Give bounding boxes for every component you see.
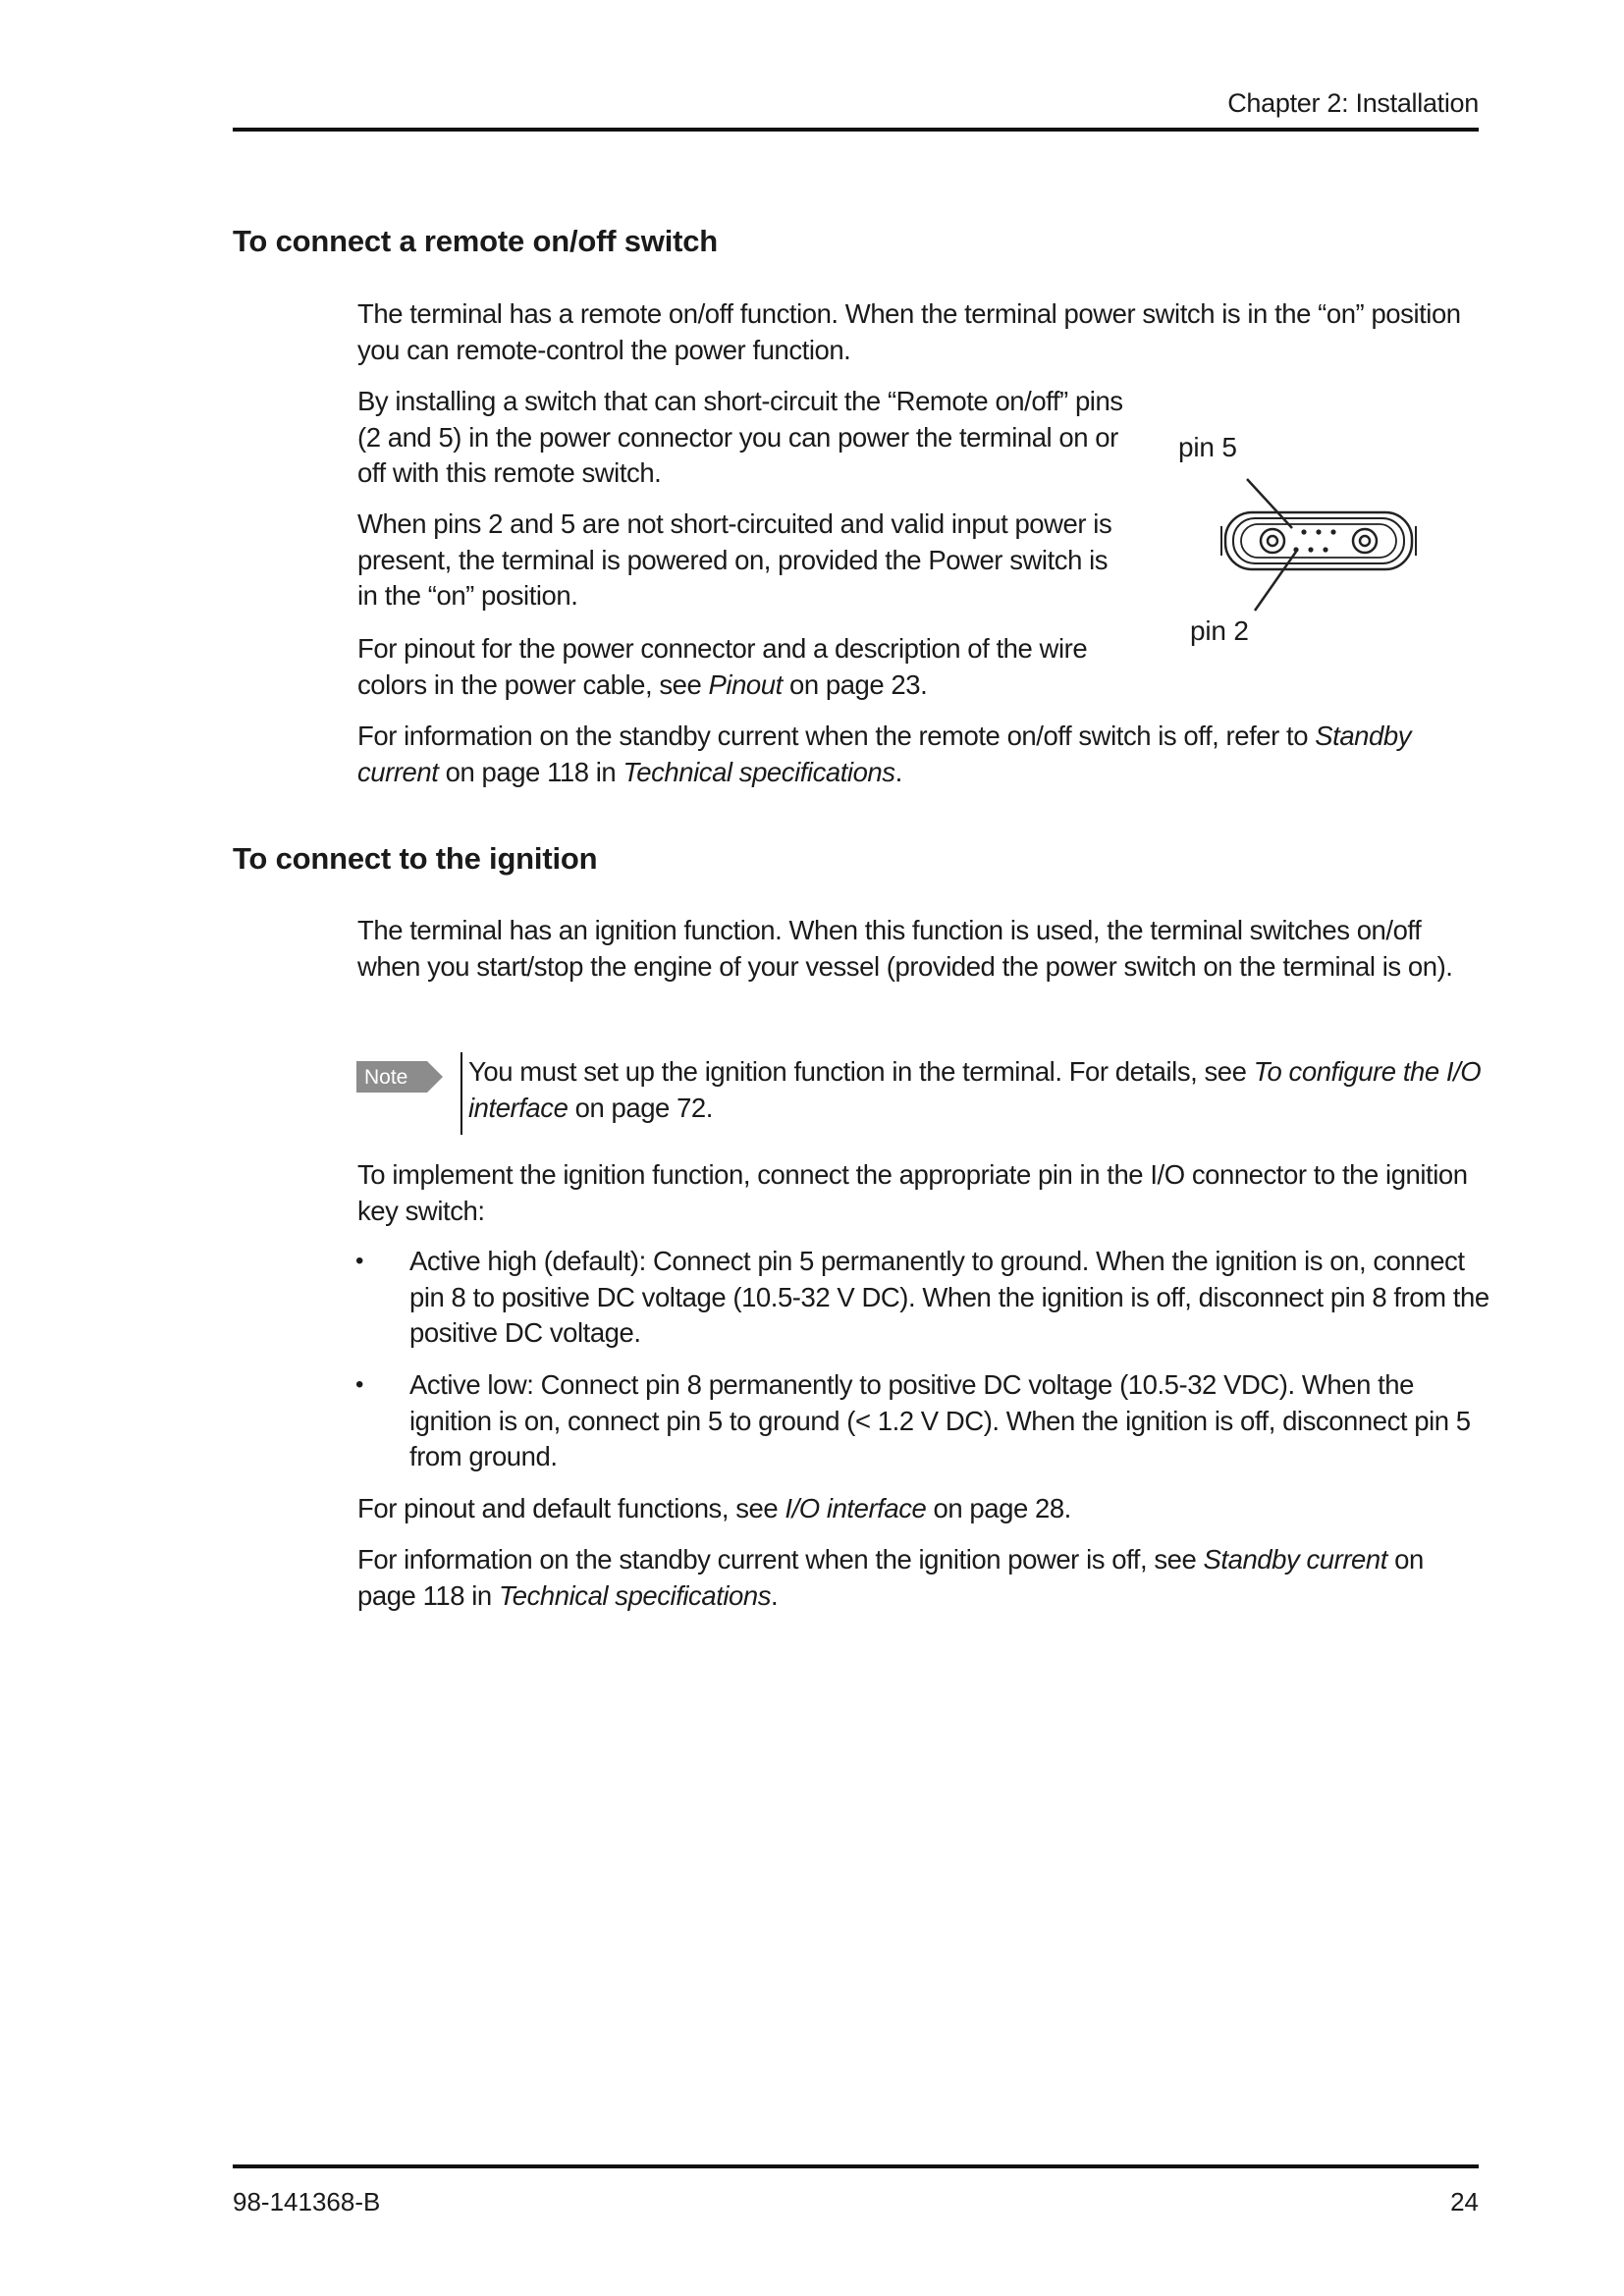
list-item-active-low: Active low: Connect pin 8 permanently to positive DC voltage (10.5-32 VDC). When the ignition is on, connect pin 5 to ground (< 1.2 V DC). When the ignition is off, disconnect pin 5 from ground.	[409, 1369, 1471, 1471]
document-number: 98-141368-B	[233, 2187, 381, 2216]
link-configure-io[interactable]: To configure the I/O interface	[468, 1056, 1482, 1123]
pin-2-leader-line	[1255, 552, 1296, 611]
pin-5-label: pin 5	[1178, 432, 1237, 462]
note-text: You must set up the ignition function in the terminal. For details, see To configure the I/O interface on page 72.	[468, 1056, 1482, 1123]
pin-2-label: pin 2	[1190, 615, 1249, 646]
heading-ignition: To connect to the ignition	[233, 841, 598, 876]
note-badge-label: Note	[364, 1066, 408, 1089]
header-rule	[233, 128, 1479, 132]
note-badge	[356, 1061, 443, 1093]
paragraph-remote-standby: For information on the standby current when the remote on/off switch is off, refer to Standby current on page 118 in Technical specifications.	[357, 721, 1412, 787]
paragraph-remote-install: By installing a switch that can short-circuit the “Remote on/off” pins (2 and 5) in the power connector you can power the terminal on or off with this remote switch.	[357, 386, 1123, 488]
note-divider	[460, 1052, 462, 1135]
link-standby-current[interactable]: Standby current	[1203, 1544, 1387, 1575]
heading-remote-switch: To connect a remote on/off switch	[233, 224, 719, 258]
list-item-active-high: Active high (default): Connect pin 5 permanently to ground. When the ignition is on, connect pin 8 to positive DC voltage (10.5-32 V DC). When the ignition is off, disconnect pin 8 from the positive DC voltage.	[409, 1246, 1489, 1348]
mount-hole-left	[1261, 529, 1284, 553]
footer-rule	[233, 2164, 1479, 2168]
link-pinout[interactable]: Pinout	[708, 668, 783, 700]
link-technical-specifications[interactable]: Technical specifications	[623, 756, 895, 787]
running-header: Chapter 2: Installation	[1227, 88, 1479, 118]
link-standby-current[interactable]: Standby current	[357, 721, 1412, 787]
paragraph-ignition-intro: The terminal has an ignition function. When this function is used, the terminal switches on/off when you start/stop the engine of your vessel (provided the power switch on the terminal is on).	[357, 915, 1453, 982]
paragraph-remote-pins: When pins 2 and 5 are not short-circuited and valid input power is present, the terminal is powered on, provided the Power switch is in the “on” position.	[357, 508, 1112, 611]
power-connector-diagram	[1159, 461, 1434, 648]
mount-hole-right	[1353, 529, 1377, 553]
page-number: 24	[1450, 2187, 1479, 2216]
paragraph-remote-intro: The terminal has a remote on/off function. When the terminal power switch is in the “on” position you can remote-control the power function.	[357, 298, 1461, 365]
paragraph-remote-pinout: For pinout for the power connector and a description of the wire colors in the power cable, see Pinout on page 23.	[357, 633, 1088, 700]
link-io-interface[interactable]: I/O interface	[785, 1493, 927, 1523]
paragraph-ignition-implement: To implement the ignition function, connect the appropriate pin in the I/O connector to the ignition key switch:	[357, 1159, 1468, 1226]
pin-5-leader-line	[1247, 479, 1292, 528]
bullet-marker: •	[355, 1371, 364, 1398]
link-technical-specifications[interactable]: Technical specifications	[498, 1579, 772, 1611]
connector-face	[1241, 524, 1396, 558]
paragraph-ignition-standby: For information on the standby current when the ignition power is off, see Standby current on page 118 in Technical specifications.	[357, 1544, 1424, 1611]
connector-pins	[1293, 529, 1335, 552]
connector-inner-shell	[1233, 518, 1404, 563]
paragraph-ignition-pinout: For pinout and default functions, see I/O interface on page 28.	[357, 1493, 1071, 1523]
bullet-marker: •	[355, 1248, 364, 1274]
connector-outer-shell	[1225, 512, 1412, 569]
